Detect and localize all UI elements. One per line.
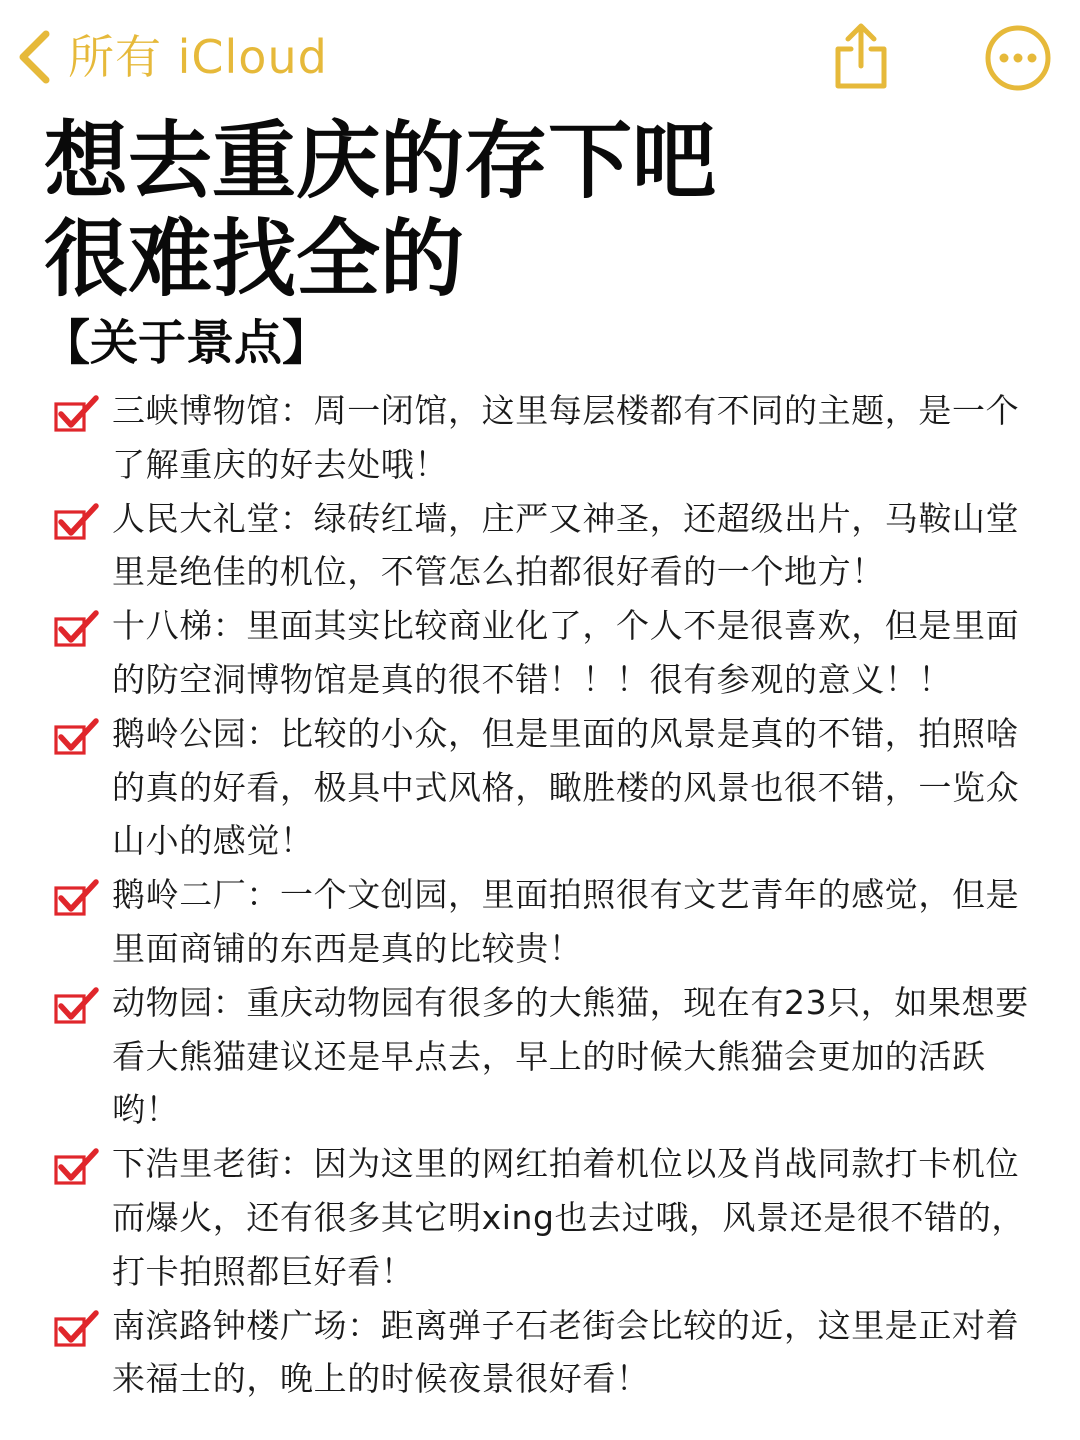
ellipsis-circle-icon: [984, 24, 1052, 92]
share-icon: [830, 22, 892, 92]
list-item-4: [52, 707, 1042, 868]
list-item-text: 下浩里老街：因为这里的网红拍着机位以及肖战同款打卡机位而爆火，还有很多其它明xing也去过哦，风景还是很不错的，打卡拍照都巨好看！: [112, 1144, 1025, 1291]
note-title-line-2: 很难找全的: [44, 210, 465, 308]
list-item-text: 鹅岭公园：比较的小众，但是里面的风景是真的不错，拍照啥的真的好看，极具中式风格，瞰胜楼的风景也很不错，一览众山小的感觉！: [112, 713, 1020, 861]
share-button[interactable]: [830, 22, 892, 92]
list-item-5: [52, 868, 1042, 976]
list-item-text: 人民大礼堂：绿砖红墙，庄严又神圣，还超级出片，马鞍山堂里是绝佳的机位，不管怎么拍都很好看的一个地方！: [112, 498, 1020, 592]
list-item-text: 动物园：重庆动物园有很多的大熊猫，现在有23只，如果想要看大熊猫建议还是早点去，早上的时候大熊猫会更加的活跃哟！: [112, 982, 1029, 1130]
list-item-3: [52, 599, 1042, 707]
list-item-1: [52, 384, 1042, 492]
navigation-bar: [0, 0, 1080, 112]
attraction-list: [52, 384, 1042, 1406]
checkmark-box-icon: [52, 1307, 102, 1351]
list-item-text: 南滨路钟楼广场：距离弹子石老街会比较的近，这里是正对着来福士的，晚上的时候夜景很好看！: [112, 1305, 1020, 1399]
checkmark-box-icon: [52, 500, 102, 544]
list-item-2: [52, 492, 1042, 600]
list-item-8: [52, 1299, 1042, 1407]
list-item-text: 三峡博物馆：周一闭馆，这里每层楼都有不同的主题，是一个了解重庆的好去处哦！: [112, 391, 1020, 484]
note-title-line-1: 想去重庆的存下吧: [44, 112, 717, 210]
checkmark-box-icon: [52, 715, 102, 759]
checkmark-box-icon: [52, 607, 102, 651]
list-item-text: 十八梯：里面其实比较商业化了，个人不是很喜欢，但是里面的防空洞博物馆是真的很不错！！！很有参观的意义！！: [112, 606, 1020, 699]
checkmark-box-icon: [52, 392, 102, 436]
checkmark-box-icon: [52, 876, 102, 920]
list-item-text: 鹅岭二厂：一个文创园，里面拍照很有文艺青年的感觉，但是里面商铺的东西是真的比较贵！: [112, 875, 1020, 968]
list-item-6: [52, 976, 1042, 1137]
back-button[interactable]: [14, 22, 328, 92]
checkmark-box-icon: [52, 1145, 102, 1189]
note-title: [44, 112, 1024, 308]
list-item-7: [52, 1137, 1042, 1298]
checkmark-box-icon: [52, 984, 102, 1028]
section-heading: 【关于景点】: [42, 315, 331, 371]
more-options-button[interactable]: [984, 24, 1052, 92]
back-button-label: 所有 iCloud: [68, 30, 328, 84]
chevron-left-icon: [14, 29, 54, 85]
